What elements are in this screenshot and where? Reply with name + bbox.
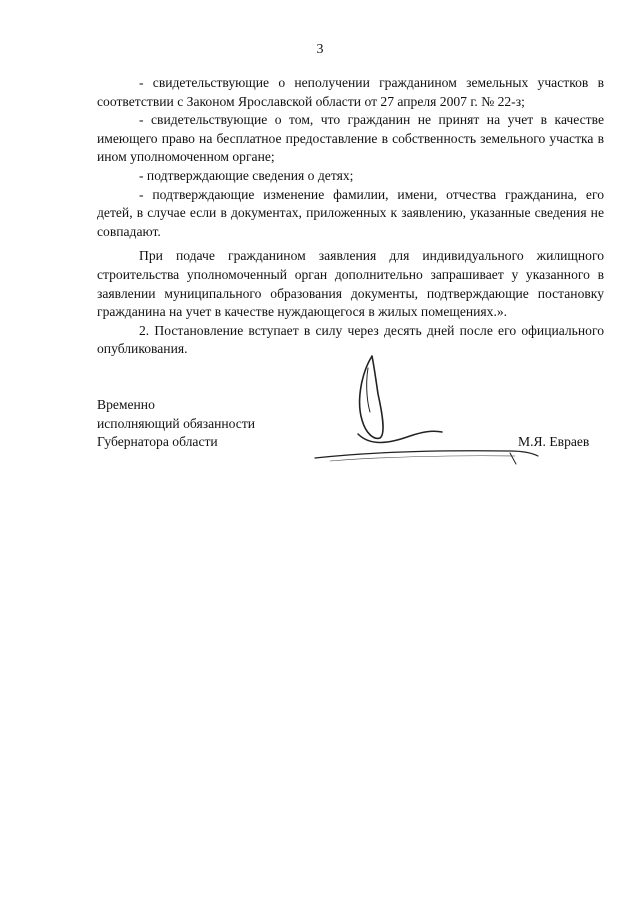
position-line-1: Временно — [97, 397, 155, 412]
page-number: 3 — [316, 42, 324, 57]
paragraph-not-registered: - свидетельствующие о том, что гражданин не принят на учет в качестве имеющего право на бесплатное предоставление в собственность земельного участка в ином уполномоченном органе; — [97, 112, 604, 165]
position-line-2: исполняющий обязанности — [97, 415, 256, 431]
paragraph-name-change: - подтверждающие изменение фамилии, имени, отчества гражданина, его детей, в случае если в документах, приложенных к заявлению, указанные сведения не совпадают. — [97, 186, 604, 239]
signer-name: М.Я. Евраев — [518, 434, 590, 449]
body-text — [97, 74, 604, 359]
handwritten-signature — [310, 350, 550, 470]
paragraph-housing-construction: При подаче гражданином заявления для индивидуального жилищного строительства уполномоченный орган дополнительно запрашивает у указанного в заявлении муниципального образования документы, подтверждающие постановку гражданина на учет в качестве нуждающегося в жилых помещениях.». — [97, 248, 604, 320]
paragraph-children-info: - подтверждающие сведения о детях; — [139, 167, 354, 183]
paragraph-entry-into-force: 2. Постановление вступает в силу через десять дней после его официального опубликования. — [97, 322, 604, 357]
position-line-3: Губернатора области — [97, 434, 218, 450]
signature-position — [97, 396, 255, 452]
paragraph-land-plots-not-received: - свидетельствующие о неполучении гражданином земельных участков в соответствии с Законом Ярославской области от 27 апреля 2007 г. № 22-з; — [97, 75, 604, 109]
